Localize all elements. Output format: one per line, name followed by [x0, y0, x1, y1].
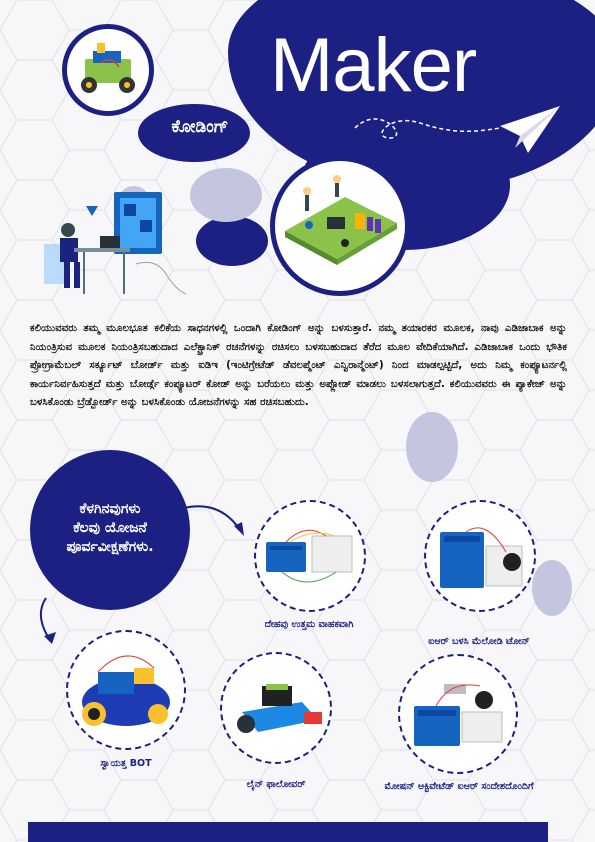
callout-line: ಕೆಲವು ಯೋಜನೆ [73, 520, 147, 536]
decor-blob-navy [196, 216, 268, 266]
circuit-board-icon [275, 161, 405, 291]
decor-blob-lavender [532, 560, 572, 616]
project-caption: ದೇಹವು ಉತ್ತಮ ವಾಹಕವಾಗಿ [264, 619, 354, 630]
developer-illustration-icon [40, 190, 190, 302]
decor-blob-lavender [406, 412, 458, 482]
project-image [66, 630, 186, 750]
line-follower-icon [222, 654, 330, 762]
arrow-down-icon [30, 596, 70, 646]
project-image [220, 652, 332, 764]
page-subtitle: ಕೋಡಿಂಗ್ [171, 117, 229, 137]
robot-car-image [62, 24, 154, 116]
callout-text [40, 500, 180, 557]
motion-sensor-icon [400, 656, 516, 772]
project-image [398, 654, 518, 774]
breadboard-icon [256, 502, 364, 610]
circuit-board-image [270, 156, 410, 296]
project-caption: ಲೈನ್ ಫಾಲೋವರ್ [246, 779, 306, 790]
project-image [424, 500, 536, 612]
project-caption: ಸ್ವಾಯತ್ತ BOT [100, 758, 152, 769]
callout-line: ಕೆಳಗಿನವುಗಳು [79, 501, 141, 517]
project-image [254, 500, 366, 612]
bot-icon [68, 632, 184, 748]
intro-paragraph: ಕಲಿಯುವವರು ತಮ್ಮ ಮೂಲಭೂತ ಕಲಿಕೆಯ ಸಾಧನಗಳಲ್ಲಿ ಒಂದಾಗಿ ಕೋಡಿಂಗ್ ಅನ್ನು ಬಳಸುತ್ತಾರೆ. ನಮ್ಮ ತಯಾರಕರ ಮೂಲಕ, ನಾವು ಎಡಿಜಾಬಾಕ ಅನ್ನು ನಿಯಂತ್ರಿಸುವ ಮೂಲಕ ನಿಯಂತ್ರಿಸಬಹುದಾದ ಎಲೆಕ್ಟ್ರಾನಿಕ್ ರಚನೆಗಳನ್ನು ರಚಿಸಲು ಬಳಸಬಹುದಾದ ತೆರೆದ ಮೂಲ ವೇದಿಕೆಯಾಗಿದೆ. ಎಡಿಜಾಬಾಕ ಒಂದು ಭೌತಿಕ ಪ್ರೋಗ್ರಾಮೆಬಲ್ ಸರ್ಕ್ಯೂಟ್ ಬೋರ್ಡ್ ಮತ್ತು ಐಡಿಇ (ಇಂಟಿಗ್ರೇಟೆಡ್ ಡೆವಲಪ್ಮೆಂಟ್ ಎನ್ವಿರಾನ್ಮೆಂಟ್) ನಿಂದ ಮಾಡಲ್ಪಟ್ಟಿದೆ, ಅದು ನಿಮ್ಮ ಕಂಪ್ಯೂಟರ್ನಲ್ಲಿ ಕಾರ್ಯನಿರ್ವಹಿಸುತ್ತದೆ ಮತ್ತು ಬೋರ್ಡ್ಗೆ ಕಂಪ್ಯೂಟರ್ ಕೋಡ್ ಅನ್ನು ಬರೆಯಲು ಮತ್ತು ಅಪ್ಲೋಡ್ ಮಾಡಲು ಬಳಸಲಾಗುತ್ತದೆ. ಕಲಿಯುವವರು ಈ ಪ್ಯಾಕೇಜ್ ಅನ್ನು ಬಳಸಿಕೊಂಡು ಬ್ರೆಡ್ಬೋರ್ಡ್ ಅನ್ನು ಬಳಸಿಕೊಂಡು ಯೋಜನೆಗಳನ್ನು ಸಹ ರಚಿಸಬಹುದು. [30, 323, 567, 409]
decor-blob-lavender [190, 168, 262, 222]
project-caption: ಮೋಷನ್ ಆಕ್ಟಿವೇಟೆಡ್ ಐಆರ್ ಸಂದೇಶದೊಂದಿಗೆ [384, 781, 534, 792]
footer-bar [28, 822, 548, 842]
callout-line: ಪೂರ್ವವೀಕ್ಷಣೆಗಳು. [66, 539, 154, 555]
project-caption: ಐಆರ್ ಬಳಸಿ ಮೆಲೋಡಿ ಟೋನ್ [428, 636, 530, 647]
robot-car-icon [67, 29, 149, 111]
arrow-right-icon [180, 500, 250, 540]
page-title: Maker [270, 23, 477, 108]
paper-plane-icon [350, 98, 570, 168]
arduino-buzzer-icon [426, 502, 534, 610]
